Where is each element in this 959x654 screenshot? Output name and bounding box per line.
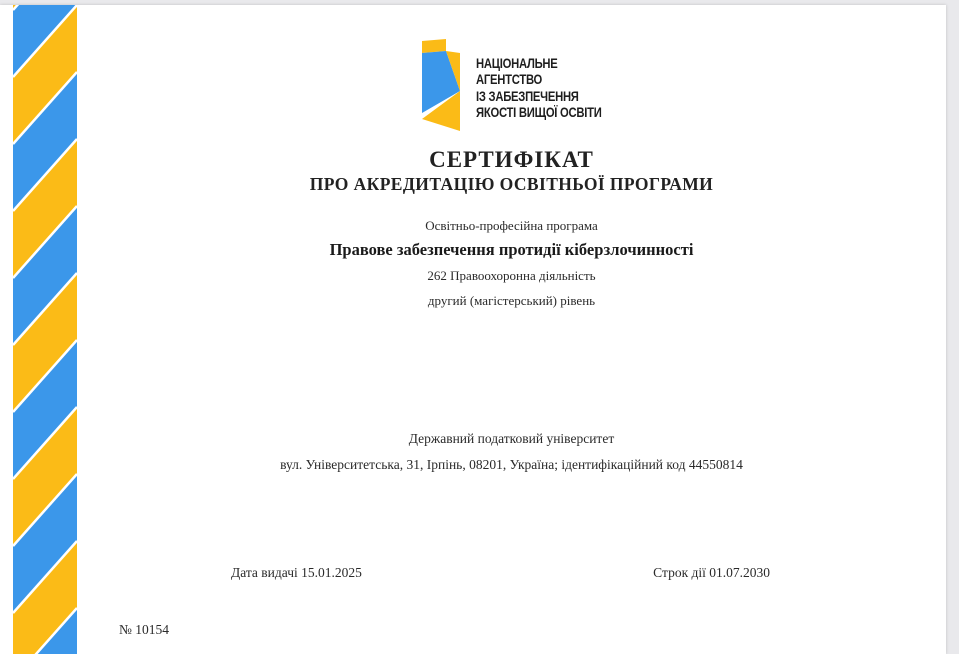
stripe-pattern xyxy=(13,5,77,654)
education-level: другий (магістерський) рівень xyxy=(427,293,596,308)
institution-address: вул. Університетська, 31, Ірпінь, 08201, Україна; ідентифікаційний код 44550814 xyxy=(280,457,743,472)
logo-text-line: НАЦІОНАЛЬНЕ xyxy=(476,56,558,71)
naqa-logo-icon xyxy=(420,37,466,133)
certificate-title: СЕРТИФІКАТ xyxy=(429,147,594,172)
program-type: Освітньо-професійна програма xyxy=(425,218,598,233)
logo-text-line: ІЗ ЗАБЕЗПЕЧЕННЯ xyxy=(476,88,579,104)
logo-text-line: ЯКОСТІ ВИЩОЇ ОСВІТИ xyxy=(476,105,602,121)
naqa-logo xyxy=(420,37,620,133)
institution-name: Державний податковий університет xyxy=(408,431,615,446)
specialty: 262 Правоохоронна діяльність xyxy=(427,268,596,283)
program-name: Правове забезпечення протидії кіберзлочинності xyxy=(329,240,694,259)
issue-date: Дата видачі 15.01.2025 xyxy=(231,565,362,580)
logo-text xyxy=(476,56,602,122)
certificate-subtitle: ПРО АКРЕДИТАЦІЮ ОСВІТНЬОЇ ПРОГРАМИ xyxy=(309,174,714,194)
logo-top-yellow-shape xyxy=(422,39,446,53)
decorative-diagonal-stripe xyxy=(13,5,77,654)
certificate-number: № 10154 xyxy=(119,622,170,637)
logo-text-line: АГЕНТСТВО xyxy=(476,72,543,88)
valid-until-date: Строк дії 01.07.2030 xyxy=(653,565,770,580)
certificate-page xyxy=(0,5,946,654)
